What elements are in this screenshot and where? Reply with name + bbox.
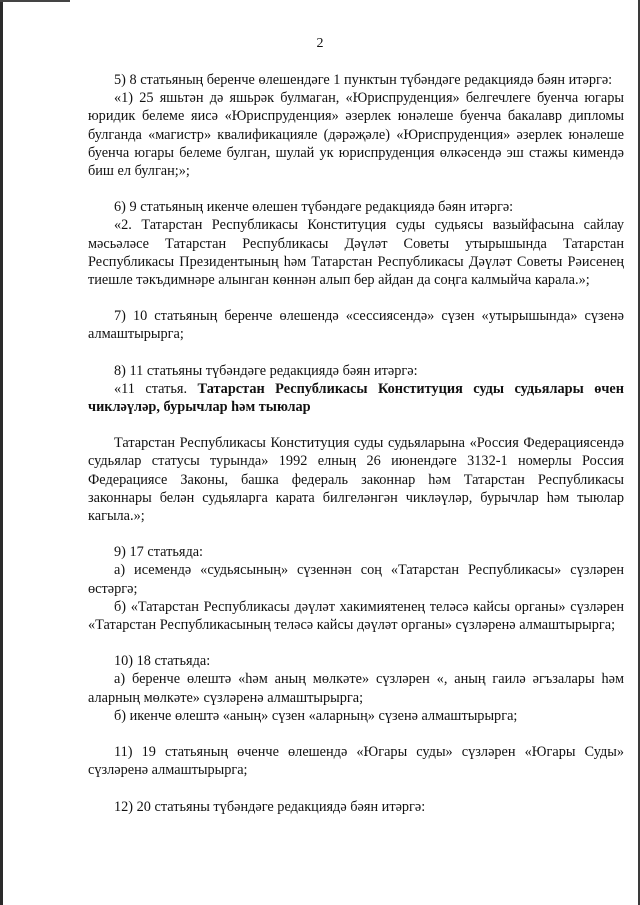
item-7: 7) 10 статьяның беренче өлешендә «сессиясендә» сүзен «утырышында» сүзенә алмаштырырга; bbox=[88, 308, 624, 343]
article-title: Татарстан Республикасы Конституция суды судьялары өчен чикләүләр, бурычлар һәм тыюлар bbox=[88, 380, 624, 416]
item-9-heading: 9) 17 статьяда: bbox=[114, 544, 204, 561]
scan-mark-top bbox=[0, 0, 70, 2]
item-6-heading: 6) 9 статьяның икенче өлешен түбәндәге редакциядә бәян итәргә: bbox=[114, 199, 514, 216]
item-10-heading: 10) 18 статьяда: bbox=[114, 653, 211, 670]
item-9-a: а) исемендә «судьясының» сүзеннән соң «Татарстан Республикасы» сүзләрен өстәргә; bbox=[88, 562, 624, 597]
item-8-article-title bbox=[88, 380, 624, 416]
item-10-b: б) икенче өлештә «аның» сүзен «аларның» сүзенә алмаштырырга; bbox=[114, 707, 518, 724]
item-8-heading: 8) 11 статьяны түбәндәге редакциядә бәян итәргә: bbox=[114, 362, 418, 379]
item-9-b: б) «Татарстан Республикасы дәүләт хакимиятенең теләсә кайсы органы» сүзләрен «Татарстан Республикасының теләсә кайсы дәүләт органы» сүзләренә алмаштырырга; bbox=[88, 598, 624, 634]
document-body bbox=[88, 71, 624, 816]
item-10-a: а) беренче өлештә «һәм аның мөлкәте» сүзләрен «, аның гаилә әгъзалары һәм аларның мөлкәте» сүзләренә алмаштырырга; bbox=[88, 671, 624, 706]
scan-edge-left bbox=[0, 0, 3, 905]
item-8-body: Татарстан Республикасы Конституция суды судьяларына «Россия Федерациясендә судьялар статусы турында» 1992 елның 26 июнендәге 3132-1 номерлы Россия Федерациясе Законы, башка федераль законнар һәм Татарстан Республикасы законнары белән судьяларга карата билгеләнгән чикләүләр, бурычлар һәм тыюлар кагыла.»; bbox=[88, 435, 624, 525]
item-12-heading: 12) 20 статьяны түбәндәге редакциядә бәян итәргә: bbox=[114, 798, 426, 815]
item-5-body: «1) 25 яшьтән дә яшьрәк булмаган, «Юриспруденция» белгечлеге буенча югары юридик белеме яисә «Юриспруденция» әзерлек юнәлеше буенча бакалавр дипломы булганда «магистр» квалификацияле (дәрәҗәле) «Юриспруденция» әзерлек юнәлеше буенча югары белеме булган, шулай ук юриспруденция өлкәсендә эш стажы кимендә биш ел булган;»; bbox=[88, 90, 624, 180]
item-11: 11) 19 статьяның өченче өлешендә «Югары суды» сүзләрен «Югары Суды» сүзләренә алмаштырырга; bbox=[88, 744, 624, 779]
page-number: 2 bbox=[316, 36, 324, 51]
item-5-heading: 5) 8 статьяның беренче өлешендәге 1 пунктын түбәндәге редакциядә бәян итәргә: bbox=[114, 72, 613, 88]
article-number: «11 статья. bbox=[114, 380, 188, 397]
item-6-body: «2. Татарстан Республикасы Конституция суды судьясы вазыйфасына сайлау мәсьәләсе Татарстан Республикасы Дәүләт Советы утырышында Татарстан Республикасы Президентының һәм Татарстан Республикасы Дәүләт Советы Рәисенең тиешле тәкъдимнәре алынган көннән алып бер айдан да соңга калмыйча карала.»; bbox=[88, 217, 624, 289]
